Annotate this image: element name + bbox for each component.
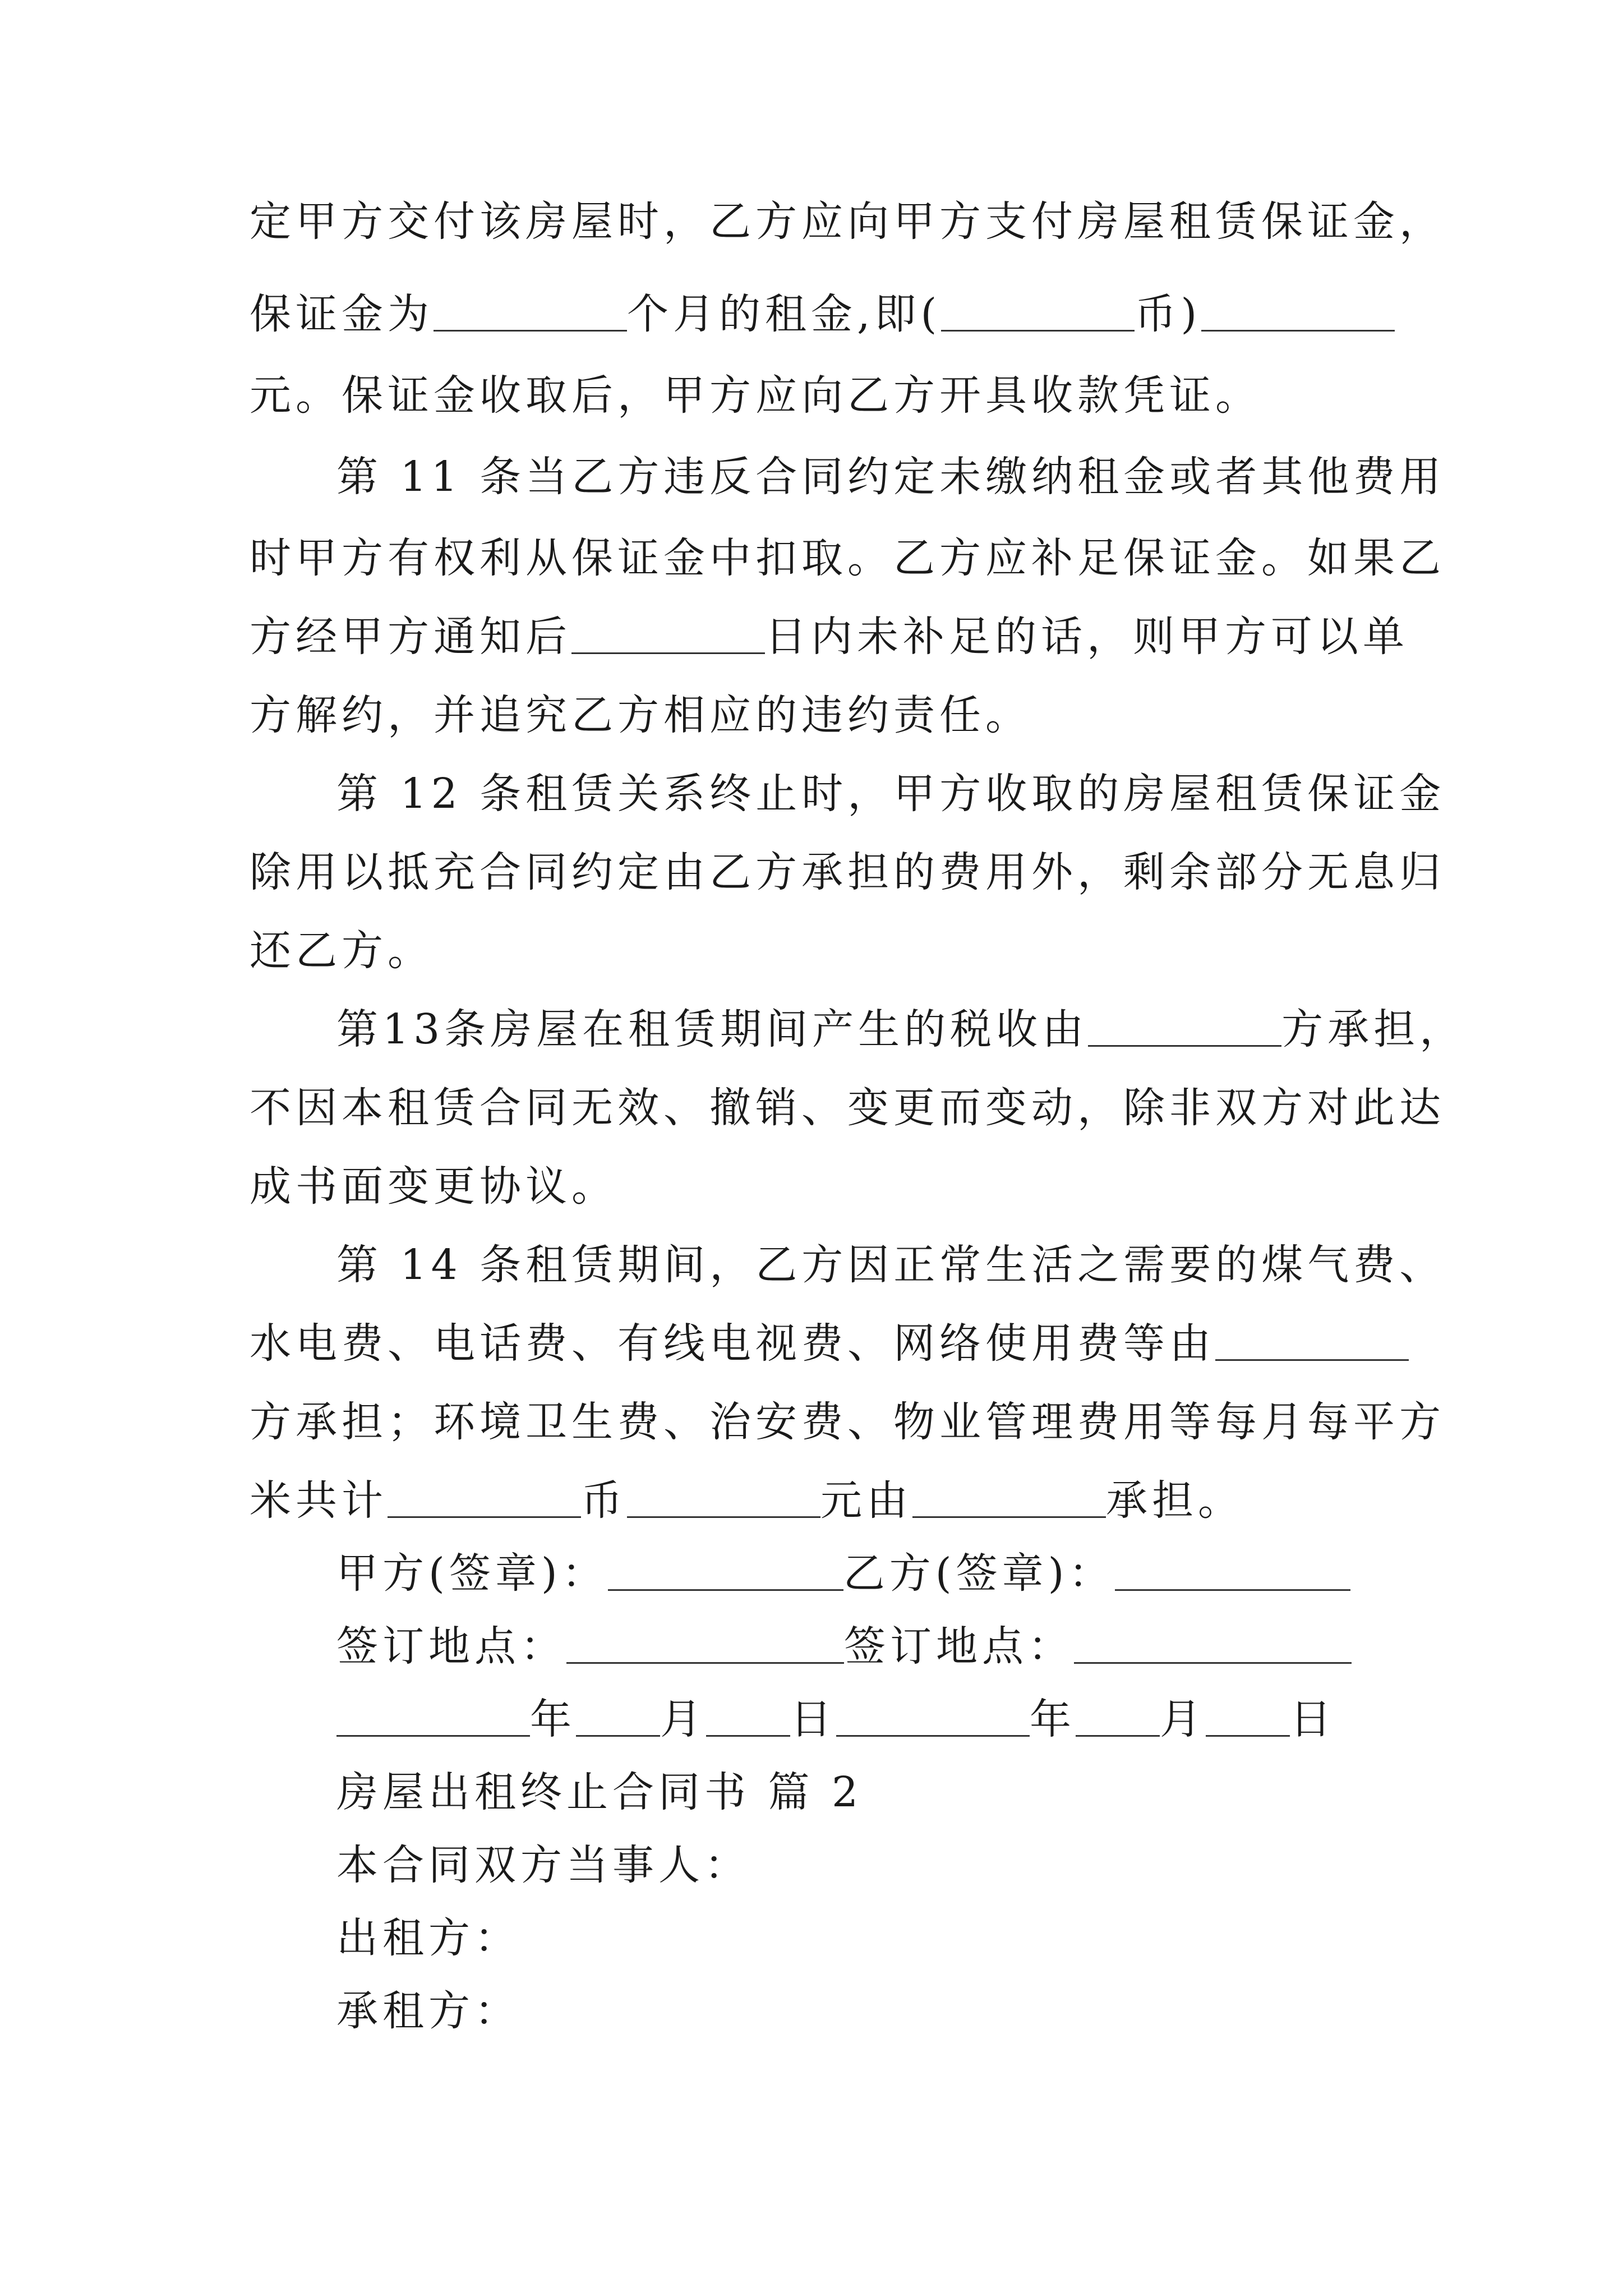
date-day: 日	[1290, 1695, 1336, 1743]
text: 第 12 条租赁关系终止时，甲方收取的房屋租赁保证金	[336, 770, 1446, 818]
text: 不因本租赁合同无效、撤销、变更而变动，除非双方对此达	[250, 1084, 1445, 1132]
text: 个月的租金,即(	[627, 290, 942, 338]
text: 第 14 条租赁期间，乙方因正常生活之需要的煤气费、	[336, 1241, 1446, 1289]
blank-field	[434, 288, 627, 332]
blank-field	[576, 1694, 660, 1737]
date-month: 月	[1160, 1695, 1206, 1743]
text-line	[250, 367, 1261, 424]
blank-field	[1201, 288, 1395, 332]
text: 保证金为	[250, 290, 434, 338]
text-line	[250, 1394, 1445, 1450]
blank-field	[627, 1475, 820, 1518]
text-line	[336, 766, 1445, 822]
text-line	[250, 194, 1445, 250]
text-line	[250, 1080, 1445, 1136]
blank-field	[608, 1548, 843, 1591]
signing-place-label: 签订地点：	[844, 1622, 1074, 1671]
text-line	[336, 1983, 520, 2039]
date-month: 月	[660, 1695, 706, 1743]
text: 水电费、电话费、有线电视费、网络使用费等由	[250, 1319, 1215, 1368]
lessor-label: 出租方：	[336, 1914, 520, 1962]
signature-line	[336, 1545, 1350, 1602]
text-line	[250, 1473, 1244, 1529]
text: 第 11 条当乙方违反合同约定未缴纳租金或者其他费用	[336, 453, 1446, 501]
text-line	[250, 1158, 617, 1214]
text: 除用以抵充合同约定由乙方承担的费用外，剩余部分无息归	[250, 848, 1445, 896]
blank-field	[1206, 1694, 1290, 1737]
blank-field	[1115, 1548, 1350, 1591]
text-line	[336, 1237, 1445, 1293]
text-line	[250, 530, 1445, 586]
text-line	[336, 449, 1445, 505]
section-title	[336, 1764, 863, 1820]
text: 第13条房屋在租赁期间产生的税收由	[336, 1005, 1089, 1053]
text: 币	[581, 1476, 627, 1525]
text: 成书面变更协议。	[250, 1162, 617, 1211]
text-line	[336, 1001, 1465, 1057]
signing-place-label: 签订地点：	[336, 1622, 566, 1671]
blank-field	[1076, 1694, 1160, 1737]
text: 本合同双方当事人：	[336, 1841, 750, 1889]
text: 房屋出租终止合同书 篇 2	[336, 1768, 863, 1816]
blank-field	[912, 1475, 1106, 1518]
date-year: 年	[530, 1695, 576, 1743]
text: 米共计	[250, 1476, 388, 1525]
text-line	[250, 687, 1031, 743]
date-day: 日	[790, 1695, 836, 1743]
blank-field	[566, 1621, 844, 1664]
text: 元由	[820, 1476, 912, 1525]
text: 日内未补足的话，则甲方可以单	[765, 613, 1409, 661]
text-line	[336, 1837, 750, 1893]
text: 方承担；环境卫生费、治安费、物业管理费用等每月每平方	[250, 1398, 1445, 1446]
signing-place-line	[336, 1618, 1352, 1674]
date-line	[336, 1691, 1336, 1747]
blank-field	[836, 1694, 1030, 1737]
text: 时甲方有权利从保证金中扣取。乙方应补足保证金。如果乙	[250, 534, 1445, 582]
blank-field	[1074, 1621, 1352, 1664]
date-year: 年	[1030, 1695, 1076, 1743]
text-line	[250, 844, 1445, 900]
text: 币)	[1135, 290, 1202, 338]
text-line	[336, 1910, 520, 1966]
blank-field	[388, 1475, 581, 1518]
lessee-label: 承租方：	[336, 1987, 520, 2035]
blank-field	[1088, 1004, 1281, 1047]
blank-field	[941, 288, 1135, 332]
party-b-signature-label: 乙方(签章)：	[843, 1549, 1115, 1598]
text: 方经甲方通知后	[250, 613, 571, 661]
text-line	[250, 609, 1409, 665]
blank-field	[336, 1694, 530, 1737]
text: 方解约，并追究乙方相应的违约责任。	[250, 691, 1031, 739]
text-line	[250, 286, 1395, 342]
text-line	[250, 923, 434, 979]
blank-field	[571, 611, 765, 654]
text: 定甲方交付该房屋时，乙方应向甲方支付房屋租赁保证金，	[250, 197, 1445, 246]
text: 还乙方。	[250, 927, 434, 975]
text: 元。保证金收取后，甲方应向乙方开具收款凭证。	[250, 371, 1261, 420]
text: 承担。	[1106, 1476, 1244, 1525]
blank-field	[1215, 1318, 1409, 1361]
party-a-signature-label: 甲方(签章)：	[336, 1549, 608, 1598]
text-line	[250, 1315, 1409, 1372]
text: 方承担，	[1281, 1005, 1466, 1053]
blank-field	[706, 1694, 790, 1737]
